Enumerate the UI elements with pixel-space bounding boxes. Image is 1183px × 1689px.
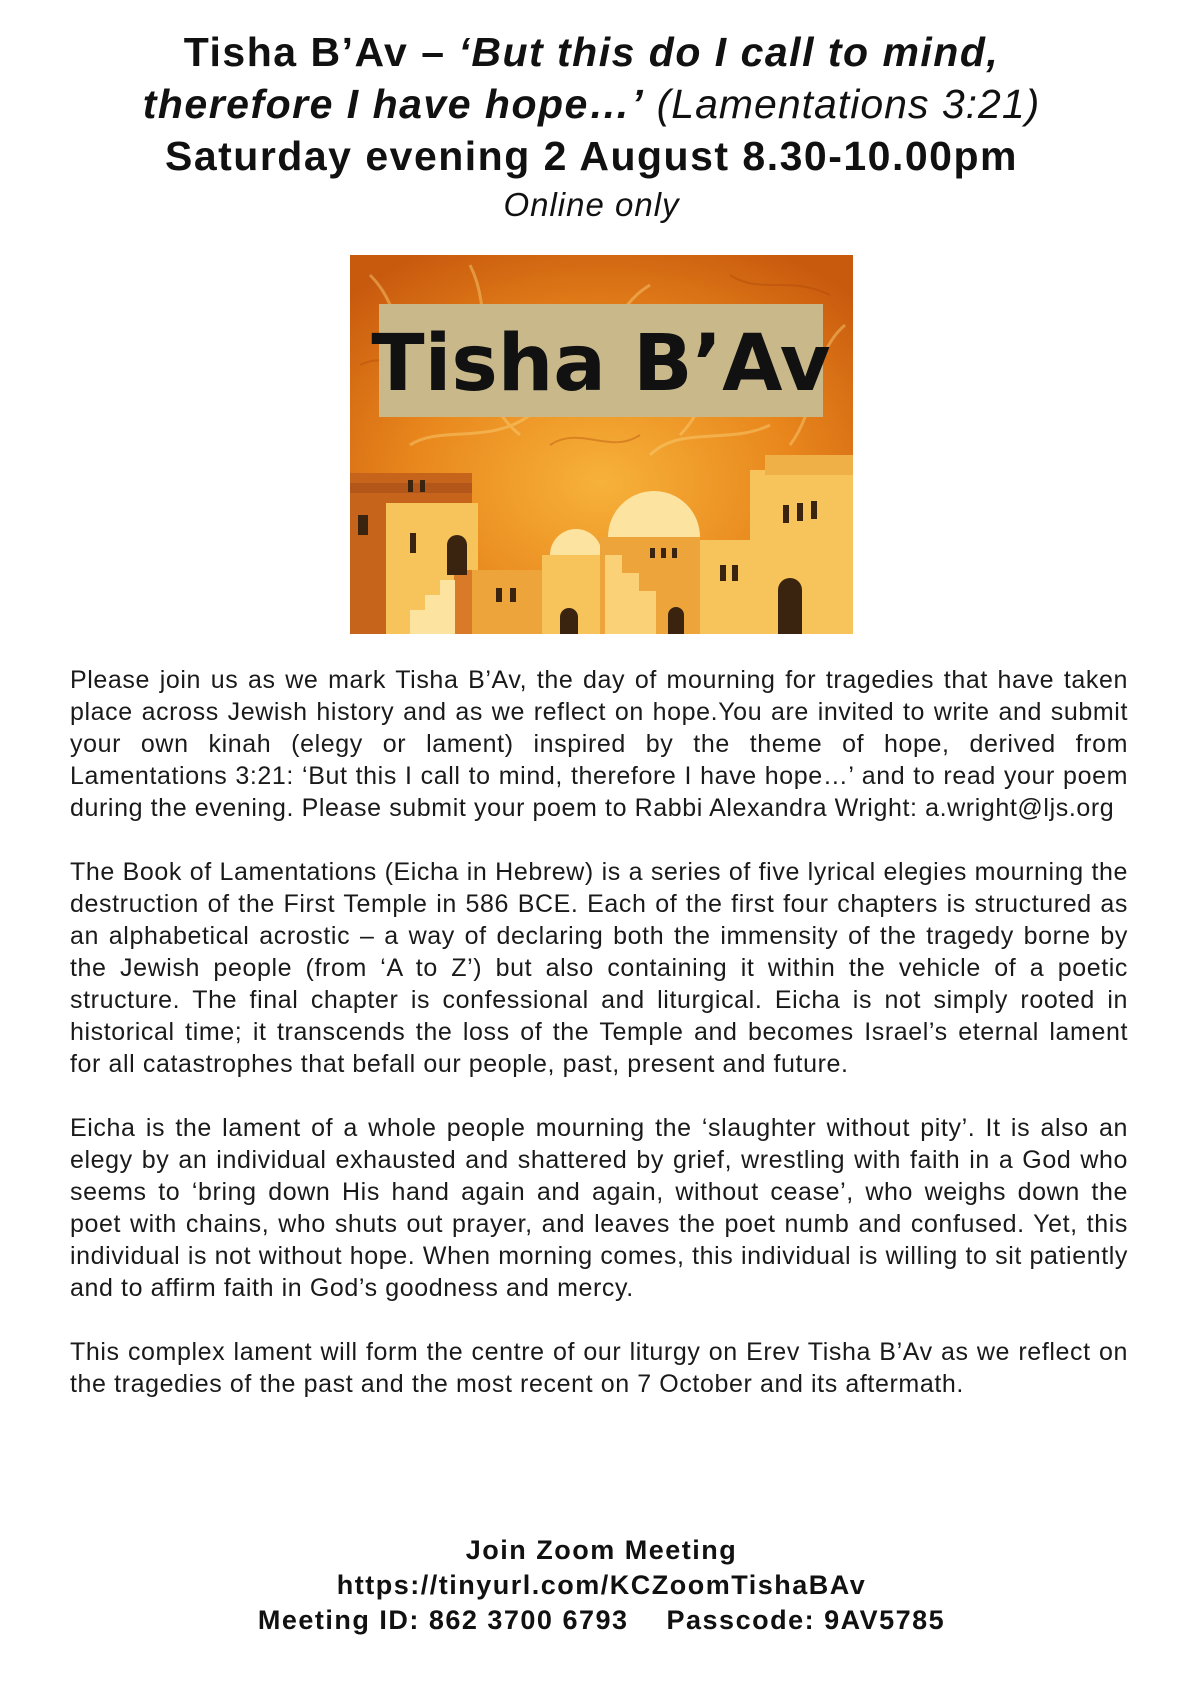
title-prefix: Tisha B’Av –	[183, 29, 459, 75]
title-line-2	[0, 78, 1183, 130]
paragraph-book-of-lamentations: The Book of Lamentations (Eicha in Hebrew) is a series of five lyrical elegies mourning the destruction of the First Temple in 586 BCE. Each of the first four chapters is structured as an alphabetical acrostic – a way of declaring both the immensity of the tragedy borne by the Jewish people (from ‘A to Z’) but also containing it within the vehicle of a poetic structure. The final chapter is confessional and liturgical. Eicha is not simply rooted in historical time; it transcends the loss of the Temple and becomes Israel’s eternal lament for all catastrophes that befall our people, past, present and future.	[70, 858, 1128, 1078]
zoom-passcode: Passcode: 9AV5785	[666, 1605, 946, 1635]
title-line-1	[0, 26, 1183, 78]
banner-title: Tisha B’Av	[371, 319, 831, 409]
zoom-meeting-id: Meeting ID: 862 3700 6793	[257, 1605, 629, 1635]
title-quote-part-1: ‘But this do I call to mind,	[458, 29, 1000, 75]
paragraph-eicha-lament: Eicha is the lament of a whole people mourning the ‘slaughter without pity’. It is also an elegy by an individual exhausted and shattered by grief, wrestling with faith in a God who seems to ‘bring down His hand again and again, without cease’, who weighs down the poet with chains, who shuts out prayer, and leaves the poet numb and confused. Yet, this individual is not without hope. When morning comes, this individual is willing to sit patiently and to affirm faith in God’s goodness and mercy.	[70, 1114, 1128, 1302]
paragraph-invitation: Please join us as we mark Tisha B’Av, the day of mourning for tragedies that have taken place across Jewish history and as we reflect on hope.You are invited to write and submit your own kinah (elegy or lament) inspired by the theme of hope, derived from Lamentations 3:21: ‘But this I call to mind, therefore I have hope…’ and to read your poem during the evening. Please submit your poem to Rabbi Alexandra Wright: a.wright@ljs.org	[70, 666, 1128, 822]
event-datetime: Saturday evening 2 August 8.30-10.00pm	[165, 133, 1018, 179]
banner-illustration	[350, 255, 853, 634]
zoom-link[interactable]: https://tinyurl.com/KCZoomTishaBAv	[336, 1570, 867, 1600]
zoom-details	[0, 1533, 1183, 1638]
zoom-heading: Join Zoom Meeting	[465, 1535, 738, 1565]
event-location: Online only	[503, 186, 680, 223]
tisha-bav-banner-image	[350, 255, 853, 634]
title-quote-part-2: therefore I have hope…’	[142, 81, 645, 127]
event-description	[70, 664, 1128, 1400]
title-reference: (Lamentations 3:21)	[644, 81, 1041, 127]
event-header	[0, 26, 1183, 228]
paragraph-liturgy: This complex lament will form the centre of our liturgy on Erev Tisha B’Av as we reflect on the tragedies of the past and the most recent on 7 October and its aftermath.	[70, 1338, 1128, 1398]
zoom-credentials	[0, 1603, 1183, 1638]
